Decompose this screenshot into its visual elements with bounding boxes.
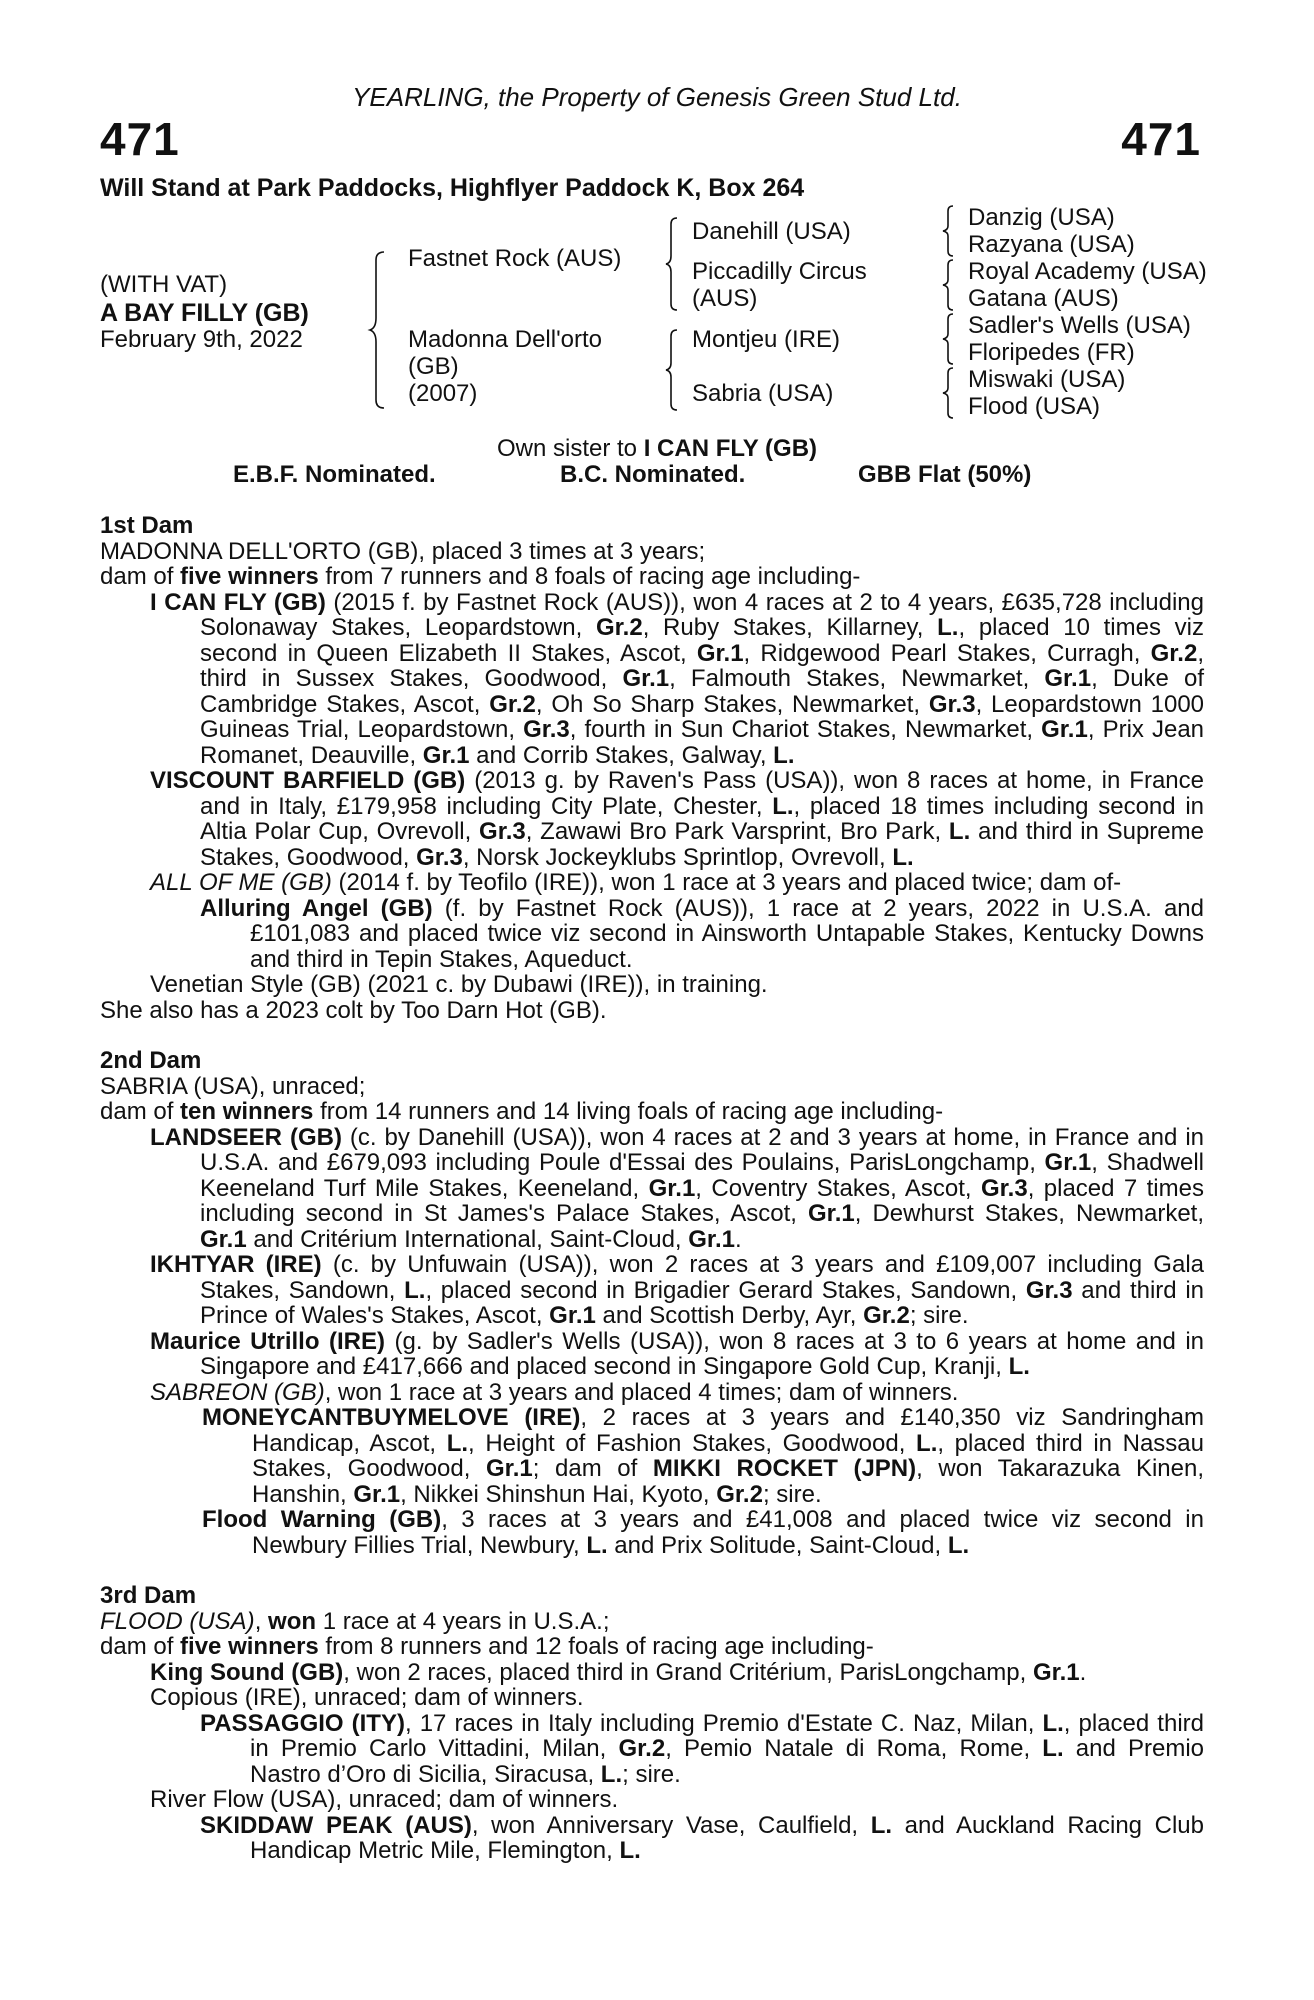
pedigree-dds: Miswaki (USA) <box>968 366 1126 393</box>
pedigree-sire-sire: Danehill (USA) <box>692 218 851 245</box>
pedigree-dam-sire: Montjeu (IRE) <box>692 326 841 353</box>
pedigree-brace-ss <box>942 204 958 258</box>
pedigree-sire: Fastnet Rock (AUS) <box>408 245 622 272</box>
pedigree-dss: Sadler's Wells (USA) <box>968 312 1191 339</box>
page-header-title: YEARLING, the Property of Genesis Green Stud Ltd. <box>352 82 962 112</box>
pedigree-sire-dam-line2: (AUS) <box>692 285 758 312</box>
produce-maurice-utrillo: Maurice Utrillo (IRE) (g. by Sadler's Wells (USA)), won 8 races at 3 to 6 years at home and in Singapore and £417,666 and placed second in Singapore Gold Cup, Kranji, L. <box>150 1327 1205 1380</box>
horse-name: A BAY FILLY (GB) <box>100 299 309 327</box>
pedigree-dam-line2: (GB) <box>408 353 459 380</box>
first-dam-heading: 1st Dam <box>100 512 194 539</box>
produce-venetian-style: Venetian Style (GB) (2021 c. by Dubawi (IRE)), in training. <box>150 971 768 998</box>
own-sister-note: Own sister to I CAN FLY (GB) <box>496 435 818 462</box>
lot-number-right: 471 <box>1121 113 1201 165</box>
pedigree-dam-line3: (2007) <box>408 380 478 407</box>
vat-note: (WITH VAT) <box>100 271 228 298</box>
produce-ikhtyar: IKHTYAR (IRE) (c. by Unfuwain (USA)), won 2 races at 3 years and £109,007 including Gala Stakes, Sandown, L., placed second in Brigadier Gerard Stakes, Sandown, Gr.3 and third in Prince of Wales's Stakes, Ascot, Gr.1 and Scottish Derby, Ayr, Gr.2; sire. <box>150 1251 1204 1329</box>
third-dam-line2: dam of five winners from 8 runners and 12 foals of racing age including- <box>100 1633 874 1660</box>
pedigree-sdd: Gatana (AUS) <box>968 285 1119 312</box>
produce-2023-colt: She also has a 2023 colt by Too Darn Hot (GB). <box>100 996 607 1024</box>
produce-i-can-fly: I CAN FLY (GB) (2015 f. by Fastnet Rock (AUS)), won 4 races at 2 to 4 years, £635,728 including Solonaway Stakes, Leopardstown, Gr.2, Ruby Stakes, Killarney, L., placed 10 times viz second in Queen Elizabeth II Stakes, Ascot, Gr.1, Ridgewood Pearl Stakes, Curragh, Gr.2, third in Sussex Stakes, Goodwood, Gr.1, Falmouth Stakes, Newmarket, Gr.1, Duke of Cambridge Stakes, Ascot, Gr.2, Oh So Sharp Stakes, Newmarket, Gr.3, Leopardstown 1000 Guineas Trial, Leopardstown, Gr.3, fourth in Sun Chariot Stakes, Newmarket, Gr.1, Prix Jean Romanet, Deauville, Gr.1 and Corrib Stakes, Galway, L. <box>150 588 1205 769</box>
pedigree-sire-dam-line1: Piccadilly Circus <box>692 258 867 285</box>
third-dam-heading: 3rd Dam <box>100 1582 197 1609</box>
produce-sabreon: SABREON (GB), won 1 race at 3 years and placed 4 times; dam of winners. <box>150 1378 959 1406</box>
pedigree-sss: Danzig (USA) <box>968 204 1115 231</box>
second-dam-line2: dam of ten winners from 14 runners and 14 living foals of racing age including- <box>100 1098 944 1125</box>
produce-landseer: LANDSEER (GB) (c. by Danehill (USA)), won 4 races at 2 and 3 years at home, in France and in U.S.A. and £679,093 including Poule d'Essai des Poulains, ParisLongchamp, Gr.1, Shadwell Keeneland Turf Mile Stakes, Keeneland, Gr.1, Coventry Stakes, Ascot, Gr.3, placed 7 times including second in St James's Palace Stakes, Ascot, Gr.1, Dewhurst Stakes, Newmarket, Gr.1 and Critérium International, Saint-Cloud, Gr.1. <box>150 1123 1205 1253</box>
pedigree-ddd: Flood (USA) <box>968 393 1101 420</box>
produce-all-of-me: ALL OF ME (GB) (2014 f. by Teofilo (IRE)), won 1 race at 3 years and placed twice; dam of- <box>150 869 1122 896</box>
produce-viscount-barfield: VISCOUNT BARFIELD (GB) (2013 g. by Raven's Pass (USA)), won 8 races at home, in France and in Italy, £179,958 including City Plate, Chester, L., placed 18 times including second in Altia Polar Cup, Ovrevoll, Gr.3, Zawawi Bro Park Varsprint, Bro Park, L. and third in Supreme Stakes, Goodwood, Gr.3, Norsk Jockeyklubs Sprintlop, Ovrevoll, L. <box>150 767 1204 871</box>
produce-skiddaw-peak: SKIDDAW PEAK (AUS), won Anniversary Vase, Caulfield, L. and Auckland Racing Club Handicap Metric Mile, Flemington, L. <box>200 1811 1204 1864</box>
pedigree-brace-dam <box>665 328 685 412</box>
pedigree-ssd: Razyana (USA) <box>968 231 1135 258</box>
produce-king-sound: King Sound (GB), won 2 races, placed third in Grand Critérium, ParisLongchamp, Gr.1. <box>150 1658 1087 1686</box>
produce-alluring-angel: Alluring Angel (GB) (f. by Fastnet Rock (AUS)), 1 race at 2 years, 2022 in U.S.A. and £101,083 and placed twice viz second in Ainsworth Untapable Stakes, Kentucky Downs and third in Tepin Stakes, Aqueduct. <box>200 894 1204 973</box>
first-dam-line1: MADONNA DELL'ORTO (GB), placed 3 times at 3 years; <box>100 537 706 565</box>
pedigree-dam-dam: Sabria (USA) <box>692 380 834 407</box>
bc-nominated: B.C. Nominated. <box>560 461 746 488</box>
pedigree-brace-sd <box>942 258 958 312</box>
pedigree-brace-sire <box>665 216 685 312</box>
pedigree-dam-line1: Madonna Dell'orto <box>408 326 603 353</box>
produce-record <box>100 513 1204 1864</box>
pedigree-dsd: Floripedes (FR) <box>968 339 1135 366</box>
produce-river-flow: River Flow (USA), unraced; dam of winners. <box>150 1786 619 1813</box>
second-dam-heading: 2nd Dam <box>100 1047 202 1074</box>
lot-number-left: 471 <box>100 113 180 165</box>
third-dam-line1: FLOOD (USA), won 1 race at 4 years in U.S.A.; <box>100 1607 610 1635</box>
produce-flood-warning: Flood Warning (GB), 3 races at 3 years and £41,008 and placed twice viz second in Newbury Fillies Trial, Newbury, L. and Prix Solitude, Saint-Cloud, L. <box>202 1506 1204 1559</box>
pedigree-sds: Royal Academy (USA) <box>968 258 1207 285</box>
produce-passaggio: PASSAGGIO (ITY), 17 races in Italy including Premio d'Estate C. Naz, Milan, L., placed third in Premio Carlo Vittadini, Milan, Gr.2, Pemio Natale di Roma, Rome, L. and Premio Nastro d’Oro di Sicilia, Siracusa, L.; sire. <box>200 1709 1205 1788</box>
ebf-nominated: E.B.F. Nominated. <box>233 461 436 488</box>
pedigree-brace-ds <box>942 312 958 366</box>
produce-copious: Copious (IRE), unraced; dam of winners. <box>150 1684 584 1711</box>
pedigree-brace-main <box>370 250 390 410</box>
first-dam-line2: dam of five winners from 7 runners and 8 foals of racing age including- <box>100 563 861 590</box>
foaling-date: February 9th, 2022 <box>100 326 303 353</box>
stand-location: Will Stand at Park Paddocks, Highflyer Paddock K, Box 264 <box>100 174 805 202</box>
second-dam-line1: SABRIA (USA), unraced; <box>100 1072 366 1100</box>
produce-moneycantbuymelove: MONEYCANTBUYMELOVE (IRE), 2 races at 3 years and £140,350 viz Sandringham Handicap, Ascot, L., Height of Fashion Stakes, Goodwood, L., placed third in Nassau Stakes, Goodwood, Gr.1; dam of MIKKI ROCKET (JPN), won Takarazuka Kinen, Hanshin, Gr.1, Nikkei Shinshun Hai, Kyoto, Gr.2; sire. <box>202 1404 1205 1508</box>
pedigree-brace-dd <box>942 366 958 420</box>
gbb-flat: GBB Flat (50%) <box>858 461 1032 488</box>
